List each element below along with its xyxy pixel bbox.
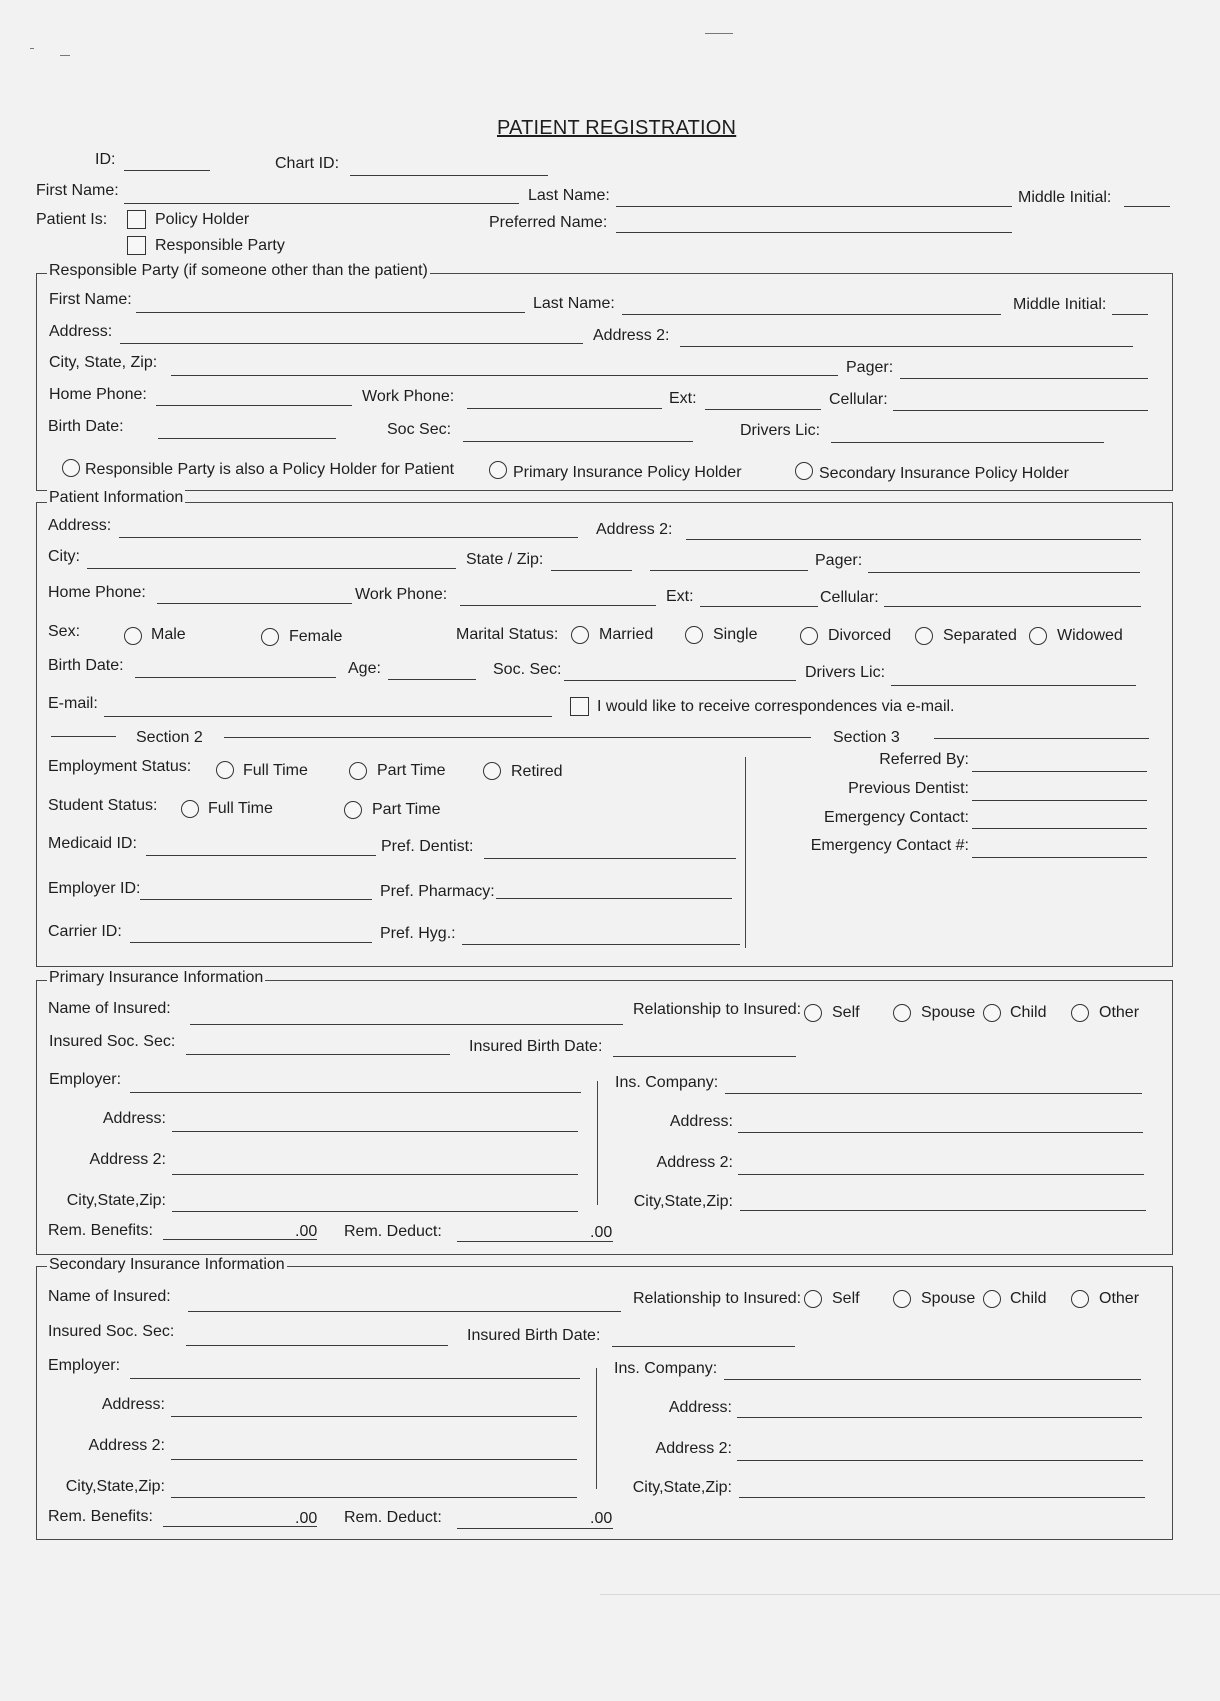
pri-company-address-field[interactable]: [738, 1132, 1143, 1133]
pt-male-label: Male: [151, 626, 186, 643]
pt-widowed-label: Widowed: [1057, 627, 1123, 644]
pt-divorced-label: Divorced: [828, 627, 892, 644]
sec-employer-csz-label: City,State,Zip:: [65, 1478, 165, 1495]
rp-soc-sec-field[interactable]: [463, 441, 693, 442]
pref-hyg-label: Pref. Hyg.:: [380, 925, 456, 942]
employment-retired-label: Retired: [511, 763, 563, 780]
sec-company-csz-field[interactable]: [739, 1497, 1145, 1498]
pt-sex-label: Sex:: [48, 623, 81, 640]
pri-employer-address2-label: Address 2:: [89, 1151, 166, 1168]
pri-employer-address-field[interactable]: [172, 1131, 578, 1132]
pt-age-field[interactable]: [388, 679, 476, 680]
student-part-time-label: Part Time: [372, 801, 441, 818]
responsible-party-checkbox[interactable]: [127, 236, 146, 255]
last-name-field[interactable]: [616, 206, 1012, 207]
pt-home-phone-field[interactable]: [157, 603, 352, 604]
pt-male-radio[interactable]: [124, 627, 142, 645]
rp-primary-holder-label: Primary Insurance Policy Holder: [513, 464, 742, 481]
rp-first-name-field[interactable]: [136, 312, 525, 313]
pt-email-field[interactable]: [104, 716, 552, 717]
pt-drivers-lic-label: Drivers Lic:: [805, 664, 886, 681]
pt-single-label: Single: [713, 626, 758, 643]
employment-full-time-label: Full Time: [243, 762, 308, 779]
patient-is-label: Patient Is:: [36, 211, 108, 228]
rp-drivers-lic-label: Drivers Lic:: [740, 422, 821, 439]
pt-city-label: City:: [48, 548, 80, 565]
pt-zip-field[interactable]: [650, 570, 808, 571]
employment-part-time-radio[interactable]: [349, 762, 367, 780]
scan-speck: [705, 33, 733, 34]
sec-name-of-insured-field[interactable]: [188, 1311, 621, 1312]
pt-separated-label: Separated: [943, 627, 1017, 644]
rp-pager-label: Pager:: [846, 359, 894, 376]
sec-company-address2-field[interactable]: [737, 1460, 1143, 1461]
sec-insured-soc-sec-field[interactable]: [186, 1345, 448, 1346]
scan-edge-line: [600, 1594, 1220, 1595]
first-name-field[interactable]: [124, 203, 519, 204]
pt-address-label: Address:: [48, 517, 112, 534]
sec-company-csz-label: City,State,Zip:: [632, 1479, 732, 1496]
responsible-party-legend: Responsible Party (if someone other than the patient): [49, 262, 428, 279]
referred-by-label: Referred By:: [879, 751, 969, 768]
pri-rem-benefits-cents: .00: [295, 1223, 318, 1240]
emergency-contact-number-label: Emergency Contact #:: [810, 837, 969, 854]
sec-employer-address-field[interactable]: [171, 1416, 577, 1417]
rp-address-label: Address:: [49, 323, 113, 340]
pt-work-phone-label: Work Phone:: [355, 586, 448, 603]
secondary-insurance-box: [36, 1266, 1173, 1540]
employment-full-time-radio[interactable]: [216, 761, 234, 779]
pri-self-radio[interactable]: [804, 1004, 822, 1022]
rp-cellular-label: Cellular:: [829, 391, 888, 408]
secondary-insurance-legend: Secondary Insurance Information: [49, 1256, 285, 1273]
first-name-label: First Name:: [36, 182, 119, 199]
section2-heading: Section 2: [136, 729, 203, 746]
pri-company-address2-field[interactable]: [738, 1174, 1144, 1175]
pt-widowed-radio[interactable]: [1029, 627, 1047, 645]
sec-rem-deduct-cents: .00: [590, 1510, 613, 1527]
employer-id-field[interactable]: [140, 899, 372, 900]
form-title: PATIENT REGISTRATION: [497, 117, 737, 139]
pri-name-of-insured-label: Name of Insured:: [48, 1000, 171, 1017]
pri-employer-address2-field[interactable]: [172, 1174, 578, 1175]
pri-name-of-insured-field[interactable]: [190, 1024, 623, 1025]
sec-employer-field[interactable]: [130, 1378, 580, 1379]
pt-ext-label: Ext:: [666, 588, 694, 605]
pt-pager-label: Pager:: [815, 552, 863, 569]
pt-address2-label: Address 2:: [596, 521, 673, 538]
rp-pager-field[interactable]: [900, 378, 1148, 379]
rp-ext-label: Ext:: [669, 390, 697, 407]
sec-spouse-radio[interactable]: [893, 1290, 911, 1308]
pt-single-radio[interactable]: [685, 626, 703, 644]
sec-other-radio[interactable]: [1071, 1290, 1089, 1308]
pri-other-radio[interactable]: [1071, 1004, 1089, 1022]
pri-rem-benefits-field[interactable]: [163, 1239, 317, 1240]
sec-employer-address2-field[interactable]: [171, 1459, 577, 1460]
scan-speck: [30, 48, 34, 49]
rp-also-policy-holder-radio[interactable]: [62, 459, 80, 477]
pt-separated-radio[interactable]: [915, 627, 933, 645]
employment-part-time-label: Part Time: [377, 762, 446, 779]
pt-married-label: Married: [599, 626, 654, 643]
rp-home-phone-field[interactable]: [156, 405, 352, 406]
carrier-id-label: Carrier ID:: [48, 923, 122, 940]
pt-birth-date-label: Birth Date:: [48, 657, 124, 674]
pt-cellular-field[interactable]: [884, 606, 1141, 607]
rp-address2-label: Address 2:: [593, 327, 670, 344]
sec-company-address2-label: Address 2:: [655, 1440, 732, 1457]
pri-other-label: Other: [1099, 1004, 1140, 1021]
employment-retired-radio[interactable]: [483, 762, 501, 780]
pri-insured-soc-sec-field[interactable]: [186, 1054, 450, 1055]
rp-middle-initial-label: Middle Initial:: [1013, 296, 1107, 313]
pt-age-label: Age:: [348, 660, 381, 677]
pt-email-label: E-mail:: [48, 695, 98, 712]
preferred-name-label: Preferred Name:: [489, 214, 608, 231]
sec-other-label: Other: [1099, 1290, 1140, 1307]
pref-dentist-field[interactable]: [484, 858, 736, 859]
section3-heading: Section 3: [833, 729, 900, 746]
middle-initial-field[interactable]: [1124, 206, 1170, 207]
emergency-contact-number-field[interactable]: [972, 857, 1147, 858]
section2-divider-left: [51, 736, 116, 737]
sec-employer-address2-label: Address 2:: [88, 1437, 165, 1454]
pri-rem-deduct-label: Rem. Deduct:: [344, 1223, 442, 1240]
pt-birth-date-field[interactable]: [135, 677, 336, 678]
sec-insured-soc-sec-label: Insured Soc. Sec:: [48, 1323, 175, 1340]
scan-speck: [60, 55, 70, 56]
sec-rem-benefits-label: Rem. Benefits:: [48, 1508, 153, 1525]
pt-married-radio[interactable]: [571, 626, 589, 644]
pri-employer-field[interactable]: [130, 1092, 581, 1093]
pt-state-zip-label: State / Zip:: [466, 551, 544, 568]
sec-rem-benefits-cents: .00: [295, 1510, 318, 1527]
pri-ins-company-label: Ins. Company:: [615, 1074, 719, 1091]
pt-drivers-lic-field[interactable]: [891, 685, 1136, 686]
id-field[interactable]: [124, 170, 210, 171]
carrier-id-field[interactable]: [130, 942, 372, 943]
pri-rem-deduct-cents: .00: [590, 1224, 613, 1241]
pt-address2-field[interactable]: [686, 539, 1141, 540]
pri-insured-birth-date-field[interactable]: [613, 1056, 796, 1057]
rp-soc-sec-label: Soc Sec:: [387, 421, 452, 438]
pt-pager-field[interactable]: [868, 572, 1140, 573]
rp-last-name-field[interactable]: [622, 314, 1001, 315]
section-separator: [745, 757, 746, 948]
pri-spouse-label: Spouse: [921, 1004, 976, 1021]
sec-self-radio[interactable]: [804, 1290, 822, 1308]
rp-birth-date-field[interactable]: [158, 438, 336, 439]
emergency-contact-label: Emergency Contact:: [824, 809, 969, 826]
employer-id-label: Employer ID:: [48, 880, 141, 897]
sec-child-label: Child: [1010, 1290, 1047, 1307]
primary-insurance-legend: Primary Insurance Information: [49, 969, 264, 986]
chart-id-field[interactable]: [350, 175, 548, 176]
rp-city-state-zip-label: City, State, Zip:: [49, 354, 158, 371]
pri-ins-company-field[interactable]: [725, 1093, 1142, 1094]
emergency-contact-field[interactable]: [972, 828, 1147, 829]
policy-holder-label: Policy Holder: [155, 211, 250, 228]
previous-dentist-field[interactable]: [972, 800, 1147, 801]
pri-employer-label: Employer:: [49, 1071, 122, 1088]
pri-rem-benefits-label: Rem. Benefits:: [48, 1222, 153, 1239]
medicaid-id-field[interactable]: [146, 855, 376, 856]
pri-insured-soc-sec-label: Insured Soc. Sec:: [49, 1033, 176, 1050]
pri-self-label: Self: [832, 1004, 860, 1021]
pt-female-radio[interactable]: [261, 628, 279, 646]
pt-ext-field[interactable]: [700, 606, 818, 607]
policy-holder-checkbox[interactable]: [127, 210, 146, 229]
sec-employer-csz-field[interactable]: [171, 1497, 577, 1498]
rp-last-name-label: Last Name:: [533, 295, 615, 312]
pri-employer-address-label: Address:: [102, 1110, 166, 1127]
pt-address-field[interactable]: [119, 537, 578, 538]
rp-secondary-holder-label: Secondary Insurance Policy Holder: [819, 465, 1069, 482]
rp-address2-field[interactable]: [680, 346, 1133, 347]
sec-name-of-insured-label: Name of Insured:: [48, 1288, 171, 1305]
rp-work-phone-label: Work Phone:: [362, 388, 455, 405]
sec-ins-company-field[interactable]: [724, 1379, 1141, 1380]
sec-relationship-label: Relationship to Insured:: [633, 1290, 802, 1307]
responsible-party-label: Responsible Party: [155, 237, 285, 254]
pri-spouse-radio[interactable]: [893, 1004, 911, 1022]
pt-work-phone-field[interactable]: [460, 605, 656, 606]
rp-city-state-zip-field[interactable]: [171, 375, 838, 376]
sec-employer-address-label: Address:: [101, 1396, 165, 1413]
chart-id-label: Chart ID:: [275, 155, 340, 172]
medicaid-id-label: Medicaid ID:: [48, 835, 137, 852]
student-full-time-radio[interactable]: [181, 800, 199, 818]
middle-initial-label: Middle Initial:: [1018, 189, 1112, 206]
pri-child-radio[interactable]: [983, 1004, 1001, 1022]
referred-by-field[interactable]: [972, 771, 1147, 772]
pri-column-separator: [597, 1081, 598, 1205]
rp-secondary-holder-radio[interactable]: [795, 462, 813, 480]
pri-insured-birth-date-label: Insured Birth Date:: [469, 1038, 603, 1055]
pt-soc-sec-field[interactable]: [564, 680, 796, 681]
rp-primary-holder-radio[interactable]: [489, 461, 507, 479]
employment-status-label: Employment Status:: [48, 758, 192, 775]
primary-insurance-box: [36, 980, 1173, 1255]
pt-home-phone-label: Home Phone:: [48, 584, 146, 601]
pref-hyg-field[interactable]: [462, 944, 740, 945]
pref-pharmacy-label: Pref. Pharmacy:: [380, 883, 495, 900]
patient-information-legend: Patient Information: [49, 489, 184, 506]
pt-cellular-label: Cellular:: [820, 589, 879, 606]
pt-female-label: Female: [289, 628, 343, 645]
pri-relationship-label: Relationship to Insured:: [633, 1001, 802, 1018]
rp-birth-date-label: Birth Date:: [48, 418, 124, 435]
student-status-label: Student Status:: [48, 797, 158, 814]
rp-also-policy-holder-label: Responsible Party is also a Policy Holder for Patient: [85, 461, 455, 478]
rp-work-phone-field[interactable]: [467, 408, 662, 409]
preferred-name-field[interactable]: [616, 232, 1012, 233]
rp-address-field[interactable]: [120, 343, 583, 344]
sec-company-address-label: Address:: [668, 1399, 732, 1416]
rp-middle-initial-field[interactable]: [1112, 314, 1148, 315]
sec-insured-birth-date-field[interactable]: [612, 1346, 795, 1347]
pri-company-csz-label: City,State,Zip:: [633, 1193, 733, 1210]
sec-employer-label: Employer:: [48, 1357, 121, 1374]
sec-company-address-field[interactable]: [737, 1417, 1142, 1418]
rp-first-name-label: First Name:: [49, 291, 132, 308]
section3-divider: [934, 738, 1149, 739]
sec-rem-deduct-label: Rem. Deduct:: [344, 1509, 442, 1526]
pt-email-consent-label: I would like to receive correspondences via e-mail.: [597, 698, 955, 715]
sec-spouse-label: Spouse: [921, 1290, 976, 1307]
rp-drivers-lic-field[interactable]: [831, 442, 1104, 443]
section2-divider-right: [224, 737, 811, 738]
pref-dentist-label: Pref. Dentist:: [381, 838, 474, 855]
pt-marital-status-label: Marital Status:: [456, 626, 559, 643]
pt-email-consent-checkbox[interactable]: [570, 697, 589, 716]
previous-dentist-label: Previous Dentist:: [848, 780, 969, 797]
pri-company-address2-label: Address 2:: [656, 1154, 733, 1171]
pt-soc-sec-label: Soc. Sec:: [493, 661, 562, 678]
sec-insured-birth-date-label: Insured Birth Date:: [467, 1327, 601, 1344]
sec-column-separator: [596, 1368, 597, 1489]
student-part-time-radio[interactable]: [344, 801, 362, 819]
pri-employer-csz-label: City,State,Zip:: [66, 1192, 166, 1209]
sec-child-radio[interactable]: [983, 1290, 1001, 1308]
rp-home-phone-label: Home Phone:: [49, 386, 147, 403]
pri-child-label: Child: [1010, 1004, 1047, 1021]
pt-state-field[interactable]: [551, 570, 632, 571]
student-full-time-label: Full Time: [208, 800, 273, 817]
pt-divorced-radio[interactable]: [800, 627, 818, 645]
pri-company-address-label: Address:: [669, 1113, 733, 1130]
sec-ins-company-label: Ins. Company:: [614, 1360, 718, 1377]
sec-self-label: Self: [832, 1290, 860, 1307]
last-name-label: Last Name:: [528, 187, 610, 204]
sec-rem-benefits-field[interactable]: [163, 1526, 317, 1527]
rp-cellular-field[interactable]: [893, 410, 1148, 411]
pref-pharmacy-field[interactable]: [496, 898, 732, 899]
id-label: ID:: [95, 151, 116, 168]
pri-employer-csz-field[interactable]: [172, 1211, 578, 1212]
pri-company-csz-field[interactable]: [740, 1210, 1146, 1211]
pt-city-field[interactable]: [87, 568, 456, 569]
rp-ext-field[interactable]: [705, 409, 821, 410]
